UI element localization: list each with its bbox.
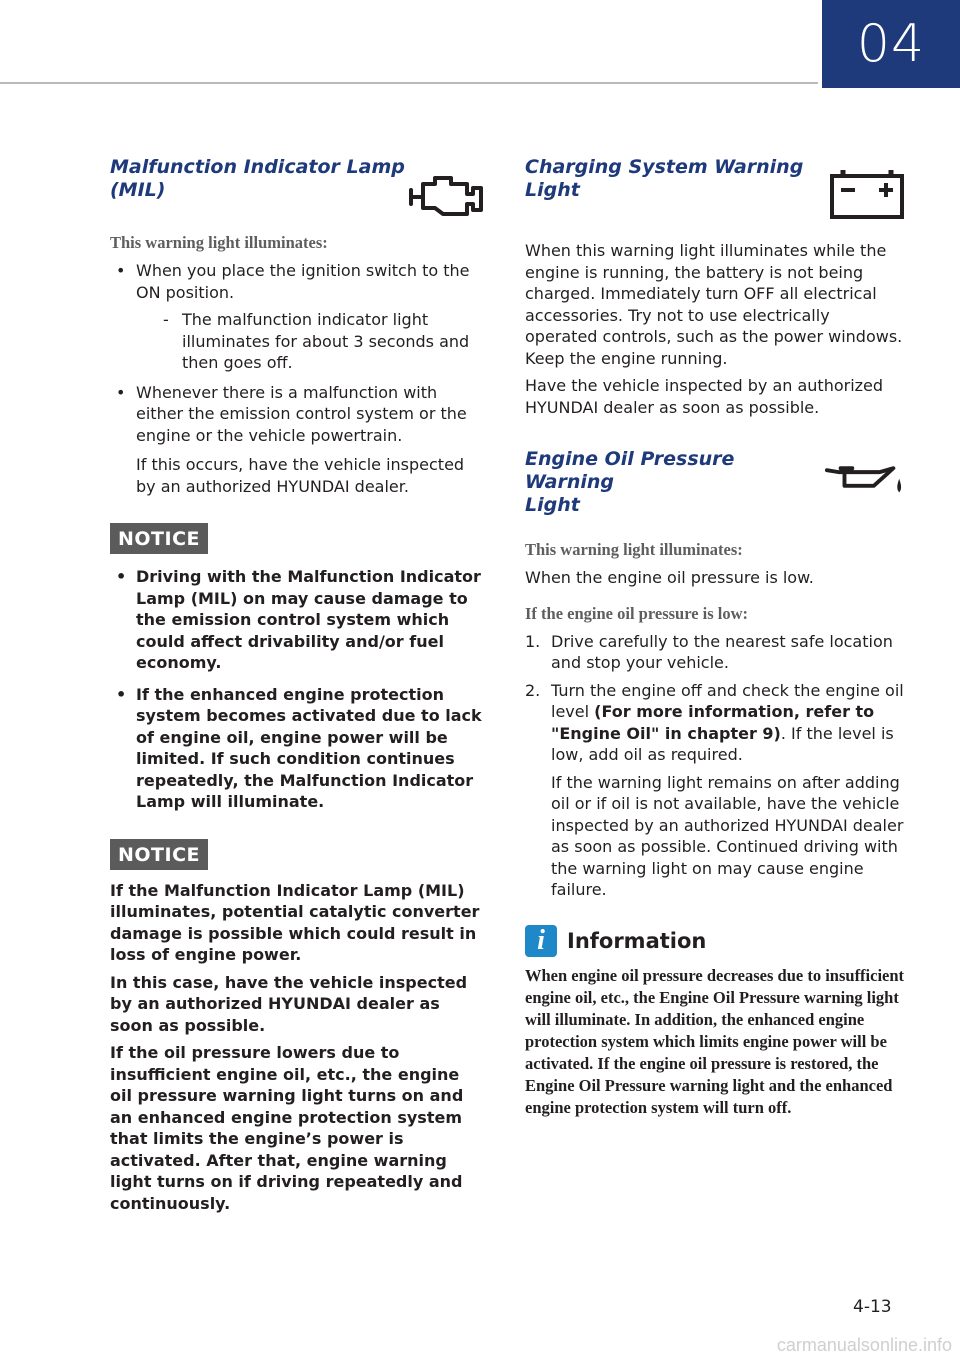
information-text: When engine oil pressure decreases due to insufficient engine oil, etc., the Engine Oil Pressure warning light will illuminate. In addition, the enhanced engine protection system which limits engine power will be activated. If the engine oil pressure is restored, the Engine Oil Pressure warning light and the enhanced engine protection system will turn off. (525, 965, 905, 1117)
oil-paragraph: When the engine oil pressure is low. (525, 568, 814, 587)
information-title: Information (567, 928, 707, 953)
charging-heading (525, 156, 803, 202)
watermark: carmanualsonline.info (776, 1335, 952, 1355)
step-reference: (For more information, refer to "Engine Oil" in chapter 9) (551, 702, 875, 743)
step-number: 1. (525, 631, 541, 651)
charging-title-line2: Light (525, 179, 580, 201)
notice-paragraph: In this case, have the vehicle inspected by an authorized HYUNDAI dealer as soon as possible. (110, 972, 468, 1035)
left-column (110, 156, 485, 1214)
list-item: • If the enhanced engine protection system becomes activated due to lack of engine oil, engine power will be limited. If such condition continues repeatedly, the Malfunction Indicator Lamp will illuminate. (110, 684, 485, 813)
mil-title-line1: Malfunction Indicator Lamp (110, 156, 405, 178)
notice-paragraph: If the oil pressure lowers due to insufficient engine oil, etc., the engine oil pressure warning light turns on and an enhanced engine protection system that limits the engine’s power is activated. After that, engine warning light turns on if driving repeatedly and continuously. (110, 1043, 464, 1213)
information-icon: i (525, 925, 557, 957)
charging-paragraph: When this warning light illuminates while the engine is running, the battery is not being charged. Immediately turn OFF all electrical accessories. Try not to use electrically operated controls, such as the power windows. Keep the engine running. (525, 241, 903, 368)
information-box (525, 925, 905, 1119)
notice-1-list (110, 566, 485, 813)
engine-check-icon (407, 170, 485, 218)
step-text: . If the level is low, add oil as required. (551, 723, 894, 764)
charging-paragraph: Have the vehicle inspected by an authorized HYUNDAI dealer as soon as possible. (525, 376, 884, 417)
dash-item: - The malfunction indicator light illuminates for about 3 seconds and then goes off. (136, 309, 485, 374)
bullet-text: Whenever there is a malfunction with either the emission control system or the engine or the vehicle powertrain. (136, 382, 467, 445)
step-number: 2. (525, 680, 541, 700)
list-item (525, 631, 905, 674)
followup-text: If this occurs, have the vehicle inspected by an authorized HYUNDAI dealer. (136, 455, 465, 496)
notice-1 (110, 523, 485, 813)
oil-subheading-1: This warning light illuminates: (525, 540, 743, 559)
notice-paragraph: If the Malfunction Indicator Lamp (MIL) illuminates, potential catalytic converter damage is possible which could result in loss of engine power. (110, 880, 480, 964)
page-number: 4-13 (853, 1297, 892, 1317)
charging-heading-block (525, 156, 905, 220)
mil-heading-block (110, 156, 485, 218)
mil-heading (110, 156, 405, 202)
right-column (525, 156, 905, 1119)
notice-2-body (110, 880, 485, 1215)
oil-steps (525, 631, 905, 901)
charging-body (525, 240, 905, 418)
notice-2 (110, 839, 485, 1215)
oil-title-line1: Engine Oil Pressure Warning (525, 448, 735, 493)
list-item (525, 680, 905, 901)
charging-title-line1: Charging System Warning (525, 156, 804, 178)
mil-bullet-list (110, 260, 485, 497)
notice-badge: NOTICE (110, 523, 208, 554)
list-item (110, 260, 485, 374)
notice-badge: NOTICE (110, 839, 208, 870)
list-item (110, 382, 485, 498)
chapter-tab: 04 (822, 0, 960, 88)
oil-heading (525, 448, 823, 517)
oil-can-icon (823, 460, 905, 494)
step-followup: If the warning light remains on after adding oil or if oil is not available, have the vehicle inspected by an authorized HYUNDAI dealer as soon as possible. Continued driving with the warning light on may cause engine failure. (551, 772, 904, 899)
step-text: Drive carefully to the nearest safe location and stop your vehicle. (551, 631, 893, 672)
header-rule (0, 82, 818, 84)
mil-subheading: This warning light illuminates: (110, 233, 328, 252)
oil-subheading-2: If the engine oil pressure is low: (525, 603, 749, 623)
oil-title-line2: Light (525, 494, 580, 516)
battery-icon (829, 168, 905, 220)
step-text: Turn the engine off and check the engine oil level (551, 680, 904, 721)
mil-title-line2: (MIL) (110, 179, 166, 201)
bullet-text: When you place the ignition switch to the ON position. (136, 261, 470, 302)
oil-heading-block (525, 448, 905, 517)
information-heading (525, 925, 905, 957)
list-item: • Driving with the Malfunction Indicator Lamp (MIL) on may cause damage to the emission control system which could affect drivability and/or fuel economy. (110, 566, 485, 674)
